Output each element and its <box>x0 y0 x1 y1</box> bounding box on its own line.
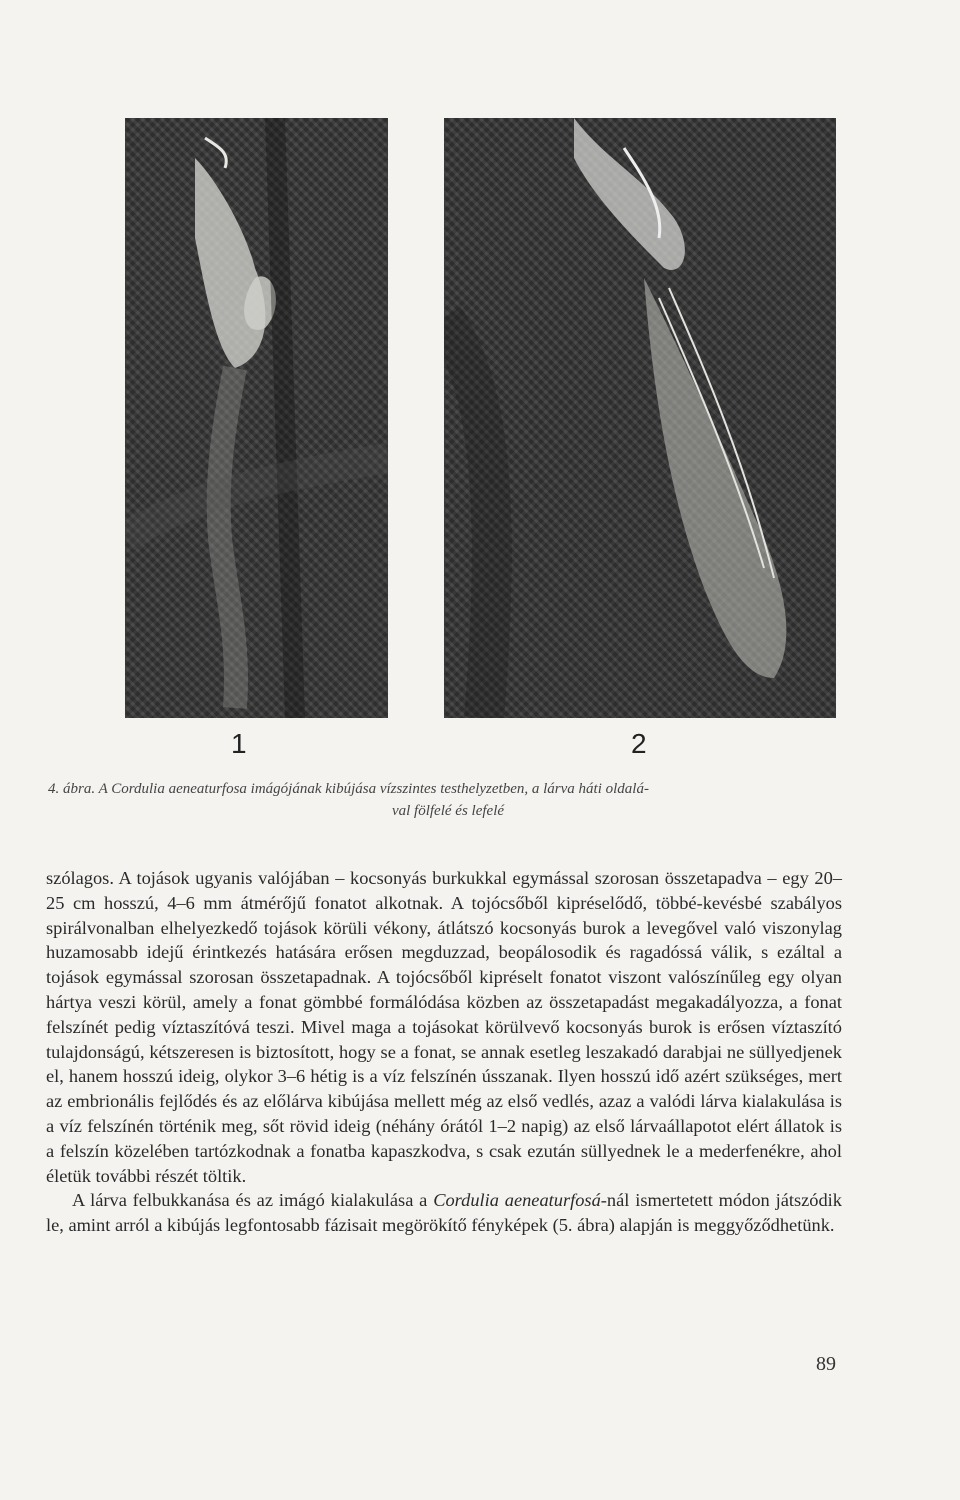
species-name: Cordulia aeneaturfosá <box>433 1190 601 1211</box>
page-number: 89 <box>816 1353 836 1375</box>
photo-1 <box>125 118 388 718</box>
caption-line-2: val fölfelé és lefelé <box>391 803 505 819</box>
caption-line-1: A Cordulia aeneaturfosa imágójának kibújása vízszintes testhelyzetben, a lárva háti oldalá- <box>98 781 649 797</box>
paragraph-1: szólagos. A tojások ugyanis valójában – kocsonyás burkukkal egymással szorosan összetapadva – egy 20–25 cm hosszú, 4–6 mm átmérőjű fonatot alkotnak. A tojócsőből kipréselődő, többé-kevésbé szabályos spirálvonalban elhelyezkedő tojások körüli vékony, átlátszó kocsonyás burok a levegővel való viszonylag huzamosabb idejű érintkezés hatására erősen megduzzad, beopálosodik és ragadóssá válik, s ezáltal a tojások egymással szorosan összetapadnak. A tojócsőből kipréselt fonatot viszont valószínűleg egy olyan hártya veszi körül, amely a fonat gömbbé formálódása közben az összetapadást megakadályozza, a fonat felszínét pedig víztaszítóvá teszi. Mivel maga a tojásokat körülvevő kocsonyás burok is erősen víztaszító tulajdonságú, kétszeresen is biztosított, hogy se a fonat, se annak esetleg leszakadó darabjai ne süllyedjenek el, hanem hosszú ideig, olykor 3–6 hétig is a víz felszínén ússzanak. Ilyen hosszú idő azért szükséges, mert az embrionális fejlődés és az előlárva kibújása mellett még az első vedlés, azaz a valódi lárva kialakulása is a víz felszínén történik meg, sőt rövid ideig (néhány órától 1–2 napig) az első lárvaállapotot elért állatok is a felszín közelében tartózkodnak a fonatba kapaszkodva, s csak ezután süllyednek le a mederfenékre, ahol életük további részét töltik. <box>46 868 842 1186</box>
paragraph-2 <box>46 1188 842 1238</box>
paragraph-2-start: A lárva felbukkanása és az imágó kialakulása a <box>72 1190 434 1211</box>
photo-1-image <box>125 118 388 718</box>
figure-caption <box>48 778 848 822</box>
photo-2-image <box>444 118 836 718</box>
figure-number-2: 2 <box>631 728 647 759</box>
figure-number-1: 1 <box>231 728 247 759</box>
body-text <box>46 866 842 1238</box>
paragraph-2-end: -nál ismertetett módon játszódik le, amint arról a kibújás legfontosabb fázisait megörökítő fényképek (5. ábra) alapján is meggyőződhetünk. <box>46 1190 842 1236</box>
caption-label: 4. ábra. <box>48 781 96 797</box>
photo-2 <box>444 118 836 718</box>
